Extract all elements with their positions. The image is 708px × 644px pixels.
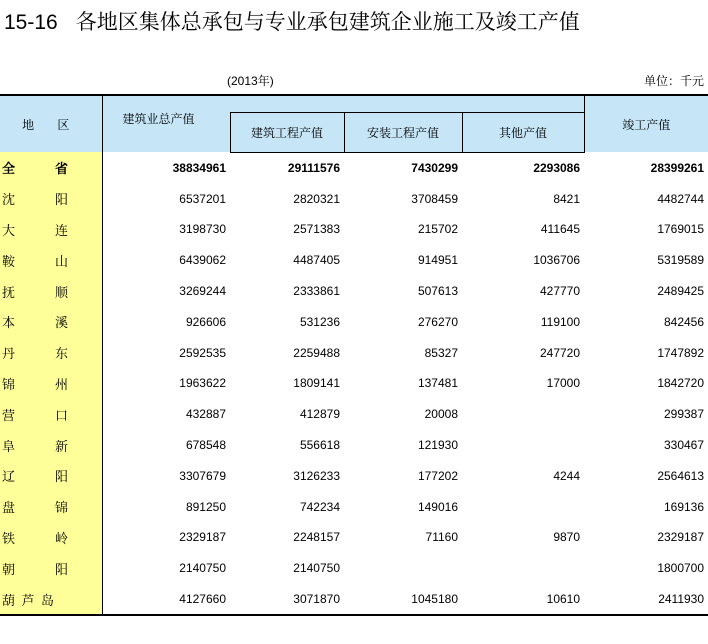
region-cell: [0, 460, 102, 491]
cell-other: [462, 399, 584, 430]
cell-total: 1963622: [179, 376, 226, 391]
cell-construction: 3126233: [293, 468, 340, 483]
cell-other: 1036706: [533, 253, 581, 268]
region-char: 溪: [54, 315, 68, 331]
cell-total: 3269244: [179, 284, 226, 299]
page-title: [4, 6, 580, 32]
header-installation: 安装工程产值: [344, 113, 462, 152]
cell-total: 6537201: [179, 191, 226, 206]
table-body: [0, 152, 708, 615]
region-char: 鞍: [2, 253, 16, 269]
table-row: [0, 337, 708, 368]
region-char: 阳: [54, 192, 68, 208]
cell-other: 17000: [546, 376, 581, 391]
table-row: [0, 553, 708, 584]
region-char: 朝: [2, 561, 16, 577]
cell-other: [462, 430, 584, 461]
table-row: [0, 522, 708, 553]
region-cell: [0, 553, 102, 584]
region-char: 山: [54, 253, 68, 269]
cell-construction: 3071870: [230, 584, 344, 616]
cell-completed: 169136: [663, 499, 705, 514]
region-cell: [0, 183, 102, 214]
region-cell: [0, 368, 102, 399]
cell-construction: 556618: [299, 438, 340, 453]
cell-construction: 2820321: [293, 191, 340, 206]
region-char: 州: [54, 376, 68, 392]
cell-completed: 2489425: [657, 284, 705, 299]
table-row: [0, 460, 708, 491]
region-char: 阳: [54, 469, 68, 485]
cell-completed: 2564613: [657, 468, 705, 483]
region-char: 丹: [2, 346, 16, 362]
region-cell: [0, 245, 102, 276]
cell-total: 678548: [185, 438, 226, 453]
year-label: (2013年): [227, 74, 274, 88]
cell-construction: 531236: [299, 314, 340, 329]
region-char: 沈: [2, 192, 16, 208]
region-char: 阳: [54, 561, 68, 577]
region-cell: [0, 399, 102, 430]
cell-total: 2140750: [179, 561, 226, 576]
region-cell: [0, 491, 102, 522]
cell-installation: 914951: [417, 253, 458, 268]
cell-completed: 1842720: [657, 376, 705, 391]
region-cell: [0, 152, 102, 183]
region-char: 新: [54, 438, 68, 454]
cell-installation: [344, 553, 462, 584]
region-cell: [0, 430, 102, 461]
region-cell: [0, 522, 102, 553]
region-char: 岭: [54, 530, 68, 546]
cell-other: 10610: [462, 584, 584, 616]
cell-other: 119100: [540, 314, 581, 329]
cell-installation: 137481: [417, 376, 458, 391]
cell-total: 891250: [185, 499, 226, 514]
region-char: 本: [2, 315, 16, 331]
cell-construction: 4487405: [293, 253, 340, 268]
region-char: 省: [54, 161, 68, 177]
cell-installation: 20008: [424, 407, 458, 422]
cell-other: 9870: [553, 530, 581, 545]
table-row: [0, 183, 708, 214]
cell-other: 247720: [539, 345, 581, 360]
header-group-spacer: [230, 95, 584, 113]
cell-installation: 149016: [417, 499, 458, 514]
cell-construction: 2333861: [293, 284, 340, 299]
table-row: [0, 276, 708, 307]
region-char: 全: [2, 161, 16, 177]
region-char: 营: [2, 407, 16, 423]
cell-completed: 1800700: [657, 561, 705, 576]
table-number: 15-16: [4, 11, 58, 34]
cell-other: 427770: [539, 284, 581, 299]
cell-total: 6439062: [179, 253, 226, 268]
region-char: 锦: [2, 376, 16, 392]
cell-total: 926606: [185, 314, 226, 329]
table-row: [0, 152, 708, 183]
cell-other: 4244: [553, 468, 581, 483]
cell-completed: 842456: [663, 314, 705, 329]
region-char: 连: [54, 222, 68, 238]
region-char: 东: [54, 346, 68, 362]
region-char: 顺: [54, 284, 68, 300]
cell-completed: 2329187: [657, 530, 705, 545]
cell-completed: 28399261: [650, 160, 705, 175]
cell-completed: 299387: [663, 407, 705, 422]
table-row: [0, 368, 708, 399]
cell-completed: 2411930: [584, 584, 708, 616]
region-char: 铁: [2, 530, 16, 546]
table-title: 各地区集体总承包与专业承包建筑企业施工及竣工产值: [75, 11, 580, 34]
cell-total: 2329187: [179, 530, 226, 545]
cell-other: 8421: [553, 191, 581, 206]
cell-installation: 121930: [417, 438, 458, 453]
header-total: 建筑业总产值: [102, 95, 230, 152]
table-row: [0, 430, 708, 461]
region-cell: [0, 214, 102, 245]
table-row: [0, 399, 708, 430]
cell-total: 432887: [185, 407, 226, 422]
cell-completed: 1747892: [657, 345, 705, 360]
region-cell: [0, 337, 102, 368]
region-char: 抚: [2, 284, 16, 300]
cell-completed: 330467: [663, 438, 705, 453]
cell-installation: 507613: [417, 284, 458, 299]
region-char: 盘: [2, 500, 16, 516]
table-row: [0, 214, 708, 245]
header-region: 地 区: [0, 95, 102, 152]
region-char: 大: [2, 222, 16, 238]
region-char: 葫: [2, 592, 16, 608]
header-construction: 建筑工程产值: [230, 113, 344, 152]
table-row: [0, 584, 708, 616]
table-row: [0, 491, 708, 522]
region-char: 阜: [2, 438, 16, 454]
cell-other: 2293086: [533, 160, 581, 175]
cell-installation: 7430299: [411, 160, 458, 175]
region-char: 芦: [21, 592, 35, 608]
cell-total: 4127660: [102, 584, 230, 616]
cell-total: 3307679: [179, 468, 226, 483]
cell-other: [462, 491, 584, 522]
region-cell: [0, 276, 102, 307]
cell-construction: 2140750: [293, 561, 340, 576]
header-completed: 竣工产值: [584, 95, 708, 152]
table-row: [0, 306, 708, 337]
region-char: 辽: [2, 469, 16, 485]
cell-installation: 85327: [424, 345, 458, 360]
cell-construction: 2248157: [293, 530, 340, 545]
header-other: 其他产值: [462, 113, 584, 152]
cell-construction: 412879: [299, 407, 340, 422]
cell-installation: 1045180: [344, 584, 462, 616]
unit-label: 单位：千元: [643, 74, 704, 88]
cell-construction: 2259488: [293, 345, 340, 360]
cell-construction: 1809141: [293, 376, 340, 391]
region-char: 口: [54, 407, 68, 423]
region-char: 锦: [54, 500, 68, 516]
cell-other: [462, 553, 584, 584]
cell-construction: 29111576: [287, 160, 340, 175]
region-char: 岛: [40, 592, 54, 608]
cell-total: 2592535: [179, 345, 226, 360]
table-row: [0, 245, 708, 276]
cell-installation: 215702: [417, 222, 458, 237]
cell-total: 3198730: [179, 222, 226, 237]
cell-total: 38834961: [172, 160, 226, 175]
data-table: [0, 94, 708, 616]
cell-installation: 177202: [417, 468, 458, 483]
region-cell: [0, 306, 102, 337]
cell-installation: 71160: [425, 530, 458, 545]
cell-construction: 2571383: [293, 222, 340, 237]
region-cell: [0, 584, 102, 616]
cell-completed: 1769015: [657, 222, 705, 237]
cell-completed: 4482744: [657, 191, 705, 206]
cell-installation: 276270: [417, 314, 458, 329]
cell-completed: 5319589: [657, 253, 705, 268]
cell-installation: 3708459: [411, 191, 458, 206]
cell-construction: 742234: [299, 499, 340, 514]
cell-other: 411645: [540, 222, 581, 237]
